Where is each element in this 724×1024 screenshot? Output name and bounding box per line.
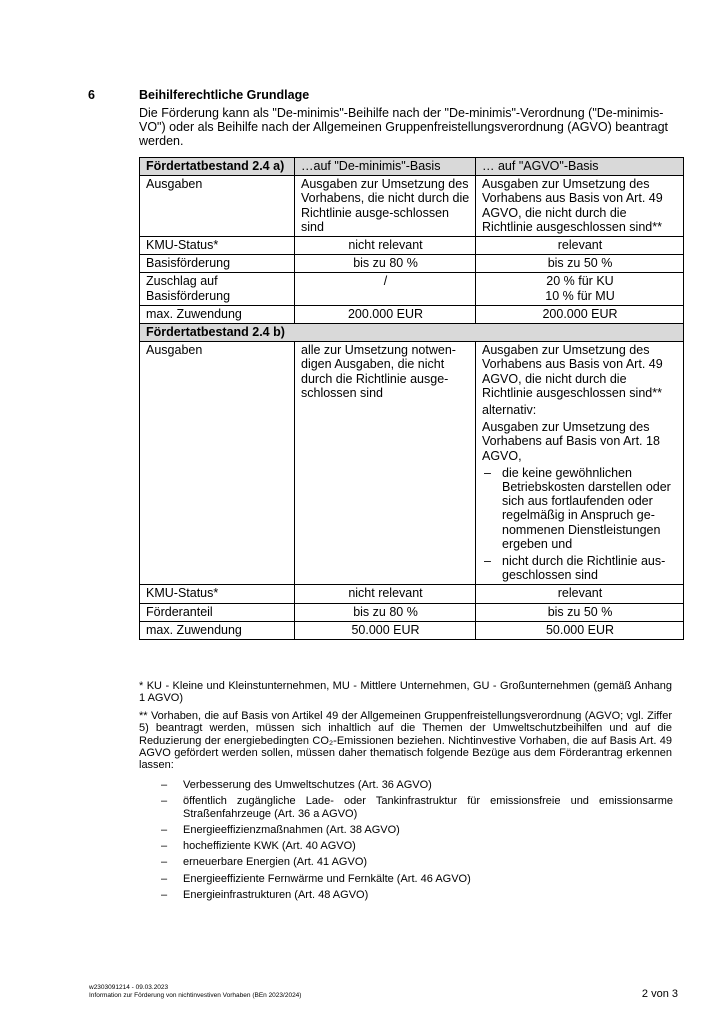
funding-table [139, 157, 684, 640]
list-item: – nicht durch die Richtlinie aus-geschlossen sind [482, 554, 678, 582]
table-header-row-b [140, 324, 684, 342]
table-cell: Ausgaben zur Umsetzung des Vorhabens, die nicht durch die Richtlinie ausge-schlossen sind [295, 176, 476, 237]
header-cell: … auf "AGVO"-Basis [476, 158, 684, 176]
table-row [140, 342, 684, 585]
footer-doc-title: Information zur Förderung von nichtinvestiven Vorhaben (BEn 2023/2024) [89, 992, 302, 999]
table-cell: nicht relevant [295, 237, 476, 255]
cell-dash-list [482, 466, 678, 583]
table-row [140, 305, 684, 323]
section-intro: Die Förderung kann als "De-minimis"-Beihilfe nach der "De-minimis"-Verordnung ("De-minimis-VO") oder als Beihilfe nach der Allgemeinen Gruppenfreistellungsverordnung (AGVO) beantragt werden. [139, 106, 669, 149]
table-cell: relevant [476, 585, 684, 603]
document-footer [89, 984, 301, 1000]
row-label: Ausgaben [140, 342, 295, 585]
row-label: Ausgaben [140, 176, 295, 237]
footnote-list [161, 779, 673, 905]
table-cell: 200.000 EUR [476, 305, 684, 323]
row-label: KMU-Status* [140, 585, 295, 603]
table-cell: relevant [476, 237, 684, 255]
section-number: 6 [88, 88, 95, 102]
table-cell: / [295, 273, 476, 305]
table-row [140, 237, 684, 255]
list-item: – Energieinfrastrukturen (Art. 48 AGVO) [161, 889, 673, 901]
row-label: max. Zuwendung [140, 305, 295, 323]
list-item: – Verbesserung des Umweltschutzes (Art. 36 AGVO) [161, 779, 673, 791]
list-item: – Energieeffizienzmaßnahmen (Art. 38 AGVO) [161, 824, 673, 836]
header-cell: Fördertatbestand 2.4 a) [140, 158, 295, 176]
table-cell: 50.000 EUR [476, 621, 684, 639]
list-item: – erneuerbare Energien (Art. 41 AGVO) [161, 856, 673, 868]
table-cell: bis zu 50 % [476, 255, 684, 273]
table-cell: nicht relevant [295, 585, 476, 603]
table-row [140, 603, 684, 621]
table-cell [476, 342, 684, 585]
list-item: – Energieeffiziente Fernwärme und Fernkälte (Art. 46 AGVO) [161, 873, 673, 885]
table-cell: bis zu 80 % [295, 603, 476, 621]
section-title: Beihilferechtliche Grundlage [139, 88, 310, 102]
row-label: KMU-Status* [140, 237, 295, 255]
row-label-line: Zuschlag auf [146, 274, 218, 289]
table-row [140, 255, 684, 273]
row-label: max. Zuwendung [140, 621, 295, 639]
row-label: Basisförderung [140, 255, 295, 273]
table-row [140, 273, 684, 305]
table-cell: bis zu 80 % [295, 255, 476, 273]
table-cell [476, 273, 684, 305]
list-item: – hocheffiziente KWK (Art. 40 AGVO) [161, 840, 673, 852]
cell-paragraph: alternativ: [482, 403, 537, 418]
cell-line: 10 % für MU [545, 288, 615, 303]
cell-line: 20 % für KU [546, 274, 614, 289]
table-cell: 50.000 EUR [295, 621, 476, 639]
header-cell: Fördertatbestand 2.4 b) [140, 324, 684, 342]
row-label [140, 273, 295, 305]
table-cell: alle zur Umsetzung notwen-digen Ausgaben, die nicht durch die Richtlinie ausge-schlossen sind [295, 342, 476, 585]
row-label: Förderanteil [140, 603, 295, 621]
cell-paragraph: Ausgaben zur Umsetzung des Vorhabens auf Basis von Art. 18 AGVO, [482, 420, 660, 463]
page-number: 2 von 3 [641, 988, 678, 1000]
table-cell: Ausgaben zur Umsetzung des Vorhabens aus Basis von Art. 49 AGVO, die nicht durch die Richtlinie ausgeschlossen sind** [476, 176, 684, 237]
footer-doc-id: w2303091214 - 09.03.2023 [89, 984, 169, 991]
table-header-row-a [140, 158, 684, 176]
cell-paragraph: Ausgaben zur Umsetzung des Vorhabens aus Basis von Art. 49 AGVO, die nicht durch die Richtlinie ausgeschlossen sind** [482, 343, 663, 400]
table-row [140, 176, 684, 237]
table-row [140, 585, 684, 603]
table-row [140, 621, 684, 639]
table-cell: 200.000 EUR [295, 305, 476, 323]
row-label-line: Basisförderung [146, 288, 231, 303]
table-cell: bis zu 50 % [476, 603, 684, 621]
list-item: – öffentlich zugängliche Lade- oder Tankinfrastruktur für emissionsfreie und emissionsarme Straßenfahrzeuge (Art. 36 a AGVO) [161, 795, 673, 820]
header-cell: …auf "De-minimis"-Basis [295, 158, 476, 176]
footnote-agvo: ** Vorhaben, die auf Basis von Artikel 49 der Allgemeinen Gruppenfreistellungsverordnung (AGVO; vgl. Ziffer 5) beantragt werden, müssen sich inhaltlich auf die Themen der Umweltschutzbeihilfen und auf die Reduzierung der energiebedingten CO₂-Emissionen beziehen. Nichtinvestive Vorhaben, die auf Basis Art. 49 AGVO gefördert werden sollen, müssen daher thematisch folgende Bezüge aus dem Förderantrag erkennen lassen: [139, 710, 672, 772]
footnote-kmu: * KU - Kleine und Kleinstunternehmen, MU - Mittlere Unternehmen, GU - Großunternehmen (gemäß Anhang 1 AGVO) [139, 680, 672, 705]
list-item: – die keine gewöhnlichen Betriebskosten darstellen oder sich aus fortlaufenden oder regelmäßig in Anspruch ge-nommenen Dienstleistungen ergeben und [482, 466, 678, 551]
